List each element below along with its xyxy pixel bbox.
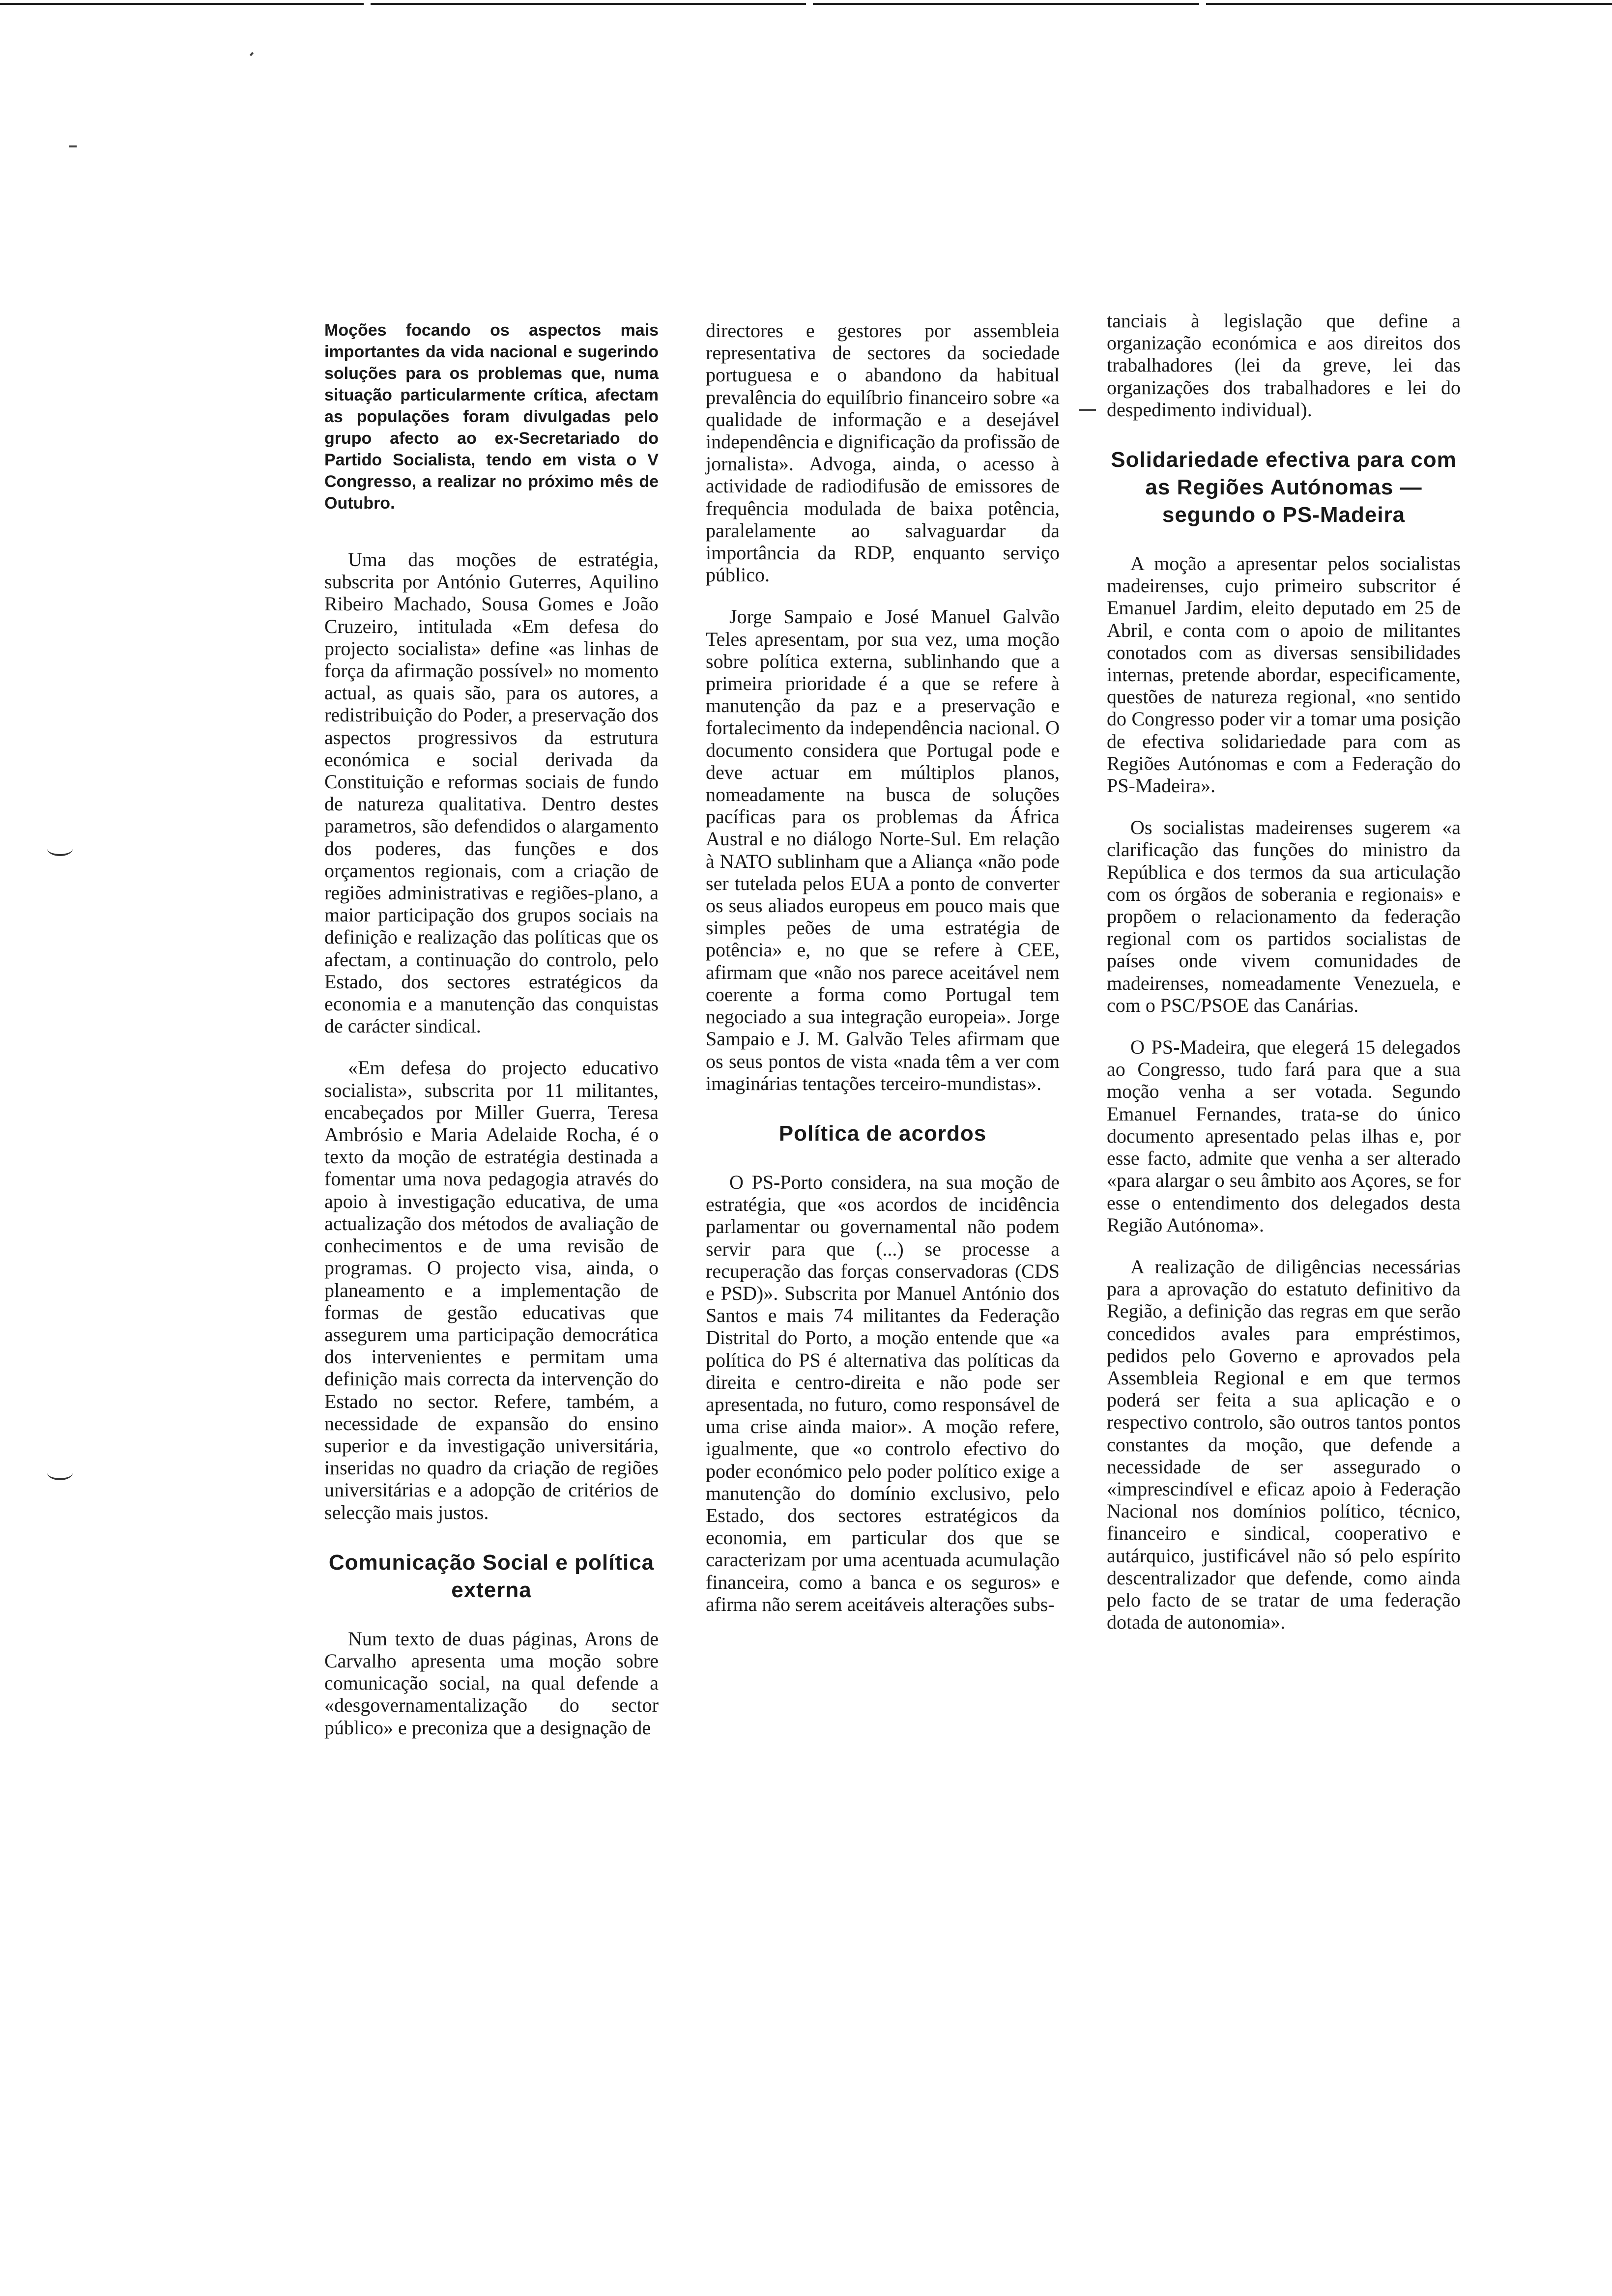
section-heading-comunicacao: Comunicação Social e política externa [328,1550,655,1602]
column-marker-dash [1079,409,1096,411]
top-rule-gap [1199,2,1206,6]
article-paragraph: «Em defesa do projecto educativo socialista», subscrita por 11 militantes, encabeçados por Miller Guerra, Teresa Ambrósio e Maria Adelaide Rocha, é o texto da moção de estratégia destinada a fomentar uma nova pedagogia através do apoio à investigação educativa, de uma actualização dos métodos de avaliação de conhecimentos e de uma revisão de programas. O projecto visa, ainda, o planeamento e a implementação de formas de gestão educativas que assegurem uma participação democrática dos intervenientes e permitam uma definição mais correcta da intervenção do Estado no sector. Refere, também, a necessidade de expansão do ensino superior e da investigação universitária, inseridas no quadro da criação de regiões universitárias e a adopção de critérios de selecção mais justos. [324,1057,659,1523]
article-column-2 [706,319,1060,1635]
top-rule-gap [806,2,813,6]
article-column-3 [1107,310,1461,1653]
section-heading-acordos: Política de acordos [778,1121,987,1146]
article-paragraph: Num texto de duas páginas, Arons de Carvalho apresenta uma moção sobre comunicação social, na qual defende a «desgovernamentalização do sector público» e preconiza que a designação de [324,1627,659,1739]
section-heading-madeira: Solidariedade efectiva para com as Regiões Autónomas — segundo o PS-Madeira [1111,448,1457,527]
article-paragraph: Uma das moções de estratégia, subscrita por António Guterres, Aquilino Ribeiro Machado, Sousa Gomes e João Cruzeiro, intitulada «Em defesa do projecto socialista» define «as linhas de força da afirmação possível» no momento actual, as quais são, para os autores, a redistribuição do Poder, a preservação dos aspectos progressivos da estrutura económica e social derivada da Constituição e reformas sociais de fundo de natureza qualitativa. Dentro destes parametros, são defendidos o alargamento dos poderes, das funções e dos orçamentos regionais, com a criação de regiões administrativas e regiões-plano, a maior participação dos grupos sociais na definição e realização das políticas que os afectam, a continuação do controlo, pelo Estado, dos sectores estratégicos da economia e a manutenção das conquistas de carácter sindical. [324,548,659,1037]
article-paragraph: Jorge Sampaio e José Manuel Galvão Teles apresentam, por sua vez, uma moção sobre política externa, sublinhando que a primeira prioridade é a que se refere à manutenção da paz e a preservação e fortalecimento da independência nacional. O documento considera que Portugal pode e deve actuar em múltiplos planos, nomeadamente na busca de soluções pacíficas para os problemas da África Austral e no diálogo Norte-Sul. Em relação à NATO sublinham que a Aliança «não pode ser tutelada pelos EUA a ponto de converter os seus aliados europeus em pouco mais que simples peões de uma estratégia de potência» e, no que se refere à CEE, afirmam que «não nos parece aceitável nem coerente a forma como Portugal tem negociado a sua integração europeia». Jorge Sampaio e J. M. Galvão Teles afirmam que os seus pontos de vista «nada têm a ver com imaginárias tentações terceiro-mundistas». [706,605,1060,1094]
scan-mark [69,145,77,147]
article-lead: Moções focando os aspectos mais importantes da vida nacional e sugerindo soluções para os problemas que, numa situação particularmente crítica, afectam as populações foram divulgadas pelo grupo afecto ao ex-Secretariado do Partido Socialista, tendo em vista o V Congresso, a realizar no próximo mês de Outubro. [324,321,659,513]
scan-curve-mark [47,841,73,856]
article-paragraph: tanciais à legislação que define a organização económica e aos direitos dos trabalhadores (lei da greve, lei das organizações dos trabalhadores e lei do despedimento individual). [1107,310,1461,421]
top-rule-gap [364,2,371,6]
article-paragraph: A moção a apresentar pelos socialistas madeirenses, cujo primeiro subscritor é Emanuel Jardim, eleito deputado em 25 de Abril, e conta com o apoio de militantes conotados com as diversas sensibilidades internas, pretende abordar, especificamente, questões de natureza regional, «no sentido do Congresso poder vir a tomar uma posição de efectiva solidariedade para com as Regiões Autónomas e com a Federação do PS-Madeira». [1107,552,1461,797]
article-paragraph: A realização de diligências necessárias para a aprovação do estatuto definitivo da Região, a definição das regras em que serão concedidos avales para empréstimos, pedidos pelo Governo e aprovados pela Assembleia Regional e em que termos poderá ser feita a sua aplicação e o respectivo controlo, são outros tantos pontos constantes da moção, que defende a necessidade de ser assegurado o «imprescindível e eficaz apoio à Federação Nacional nos domínios político, técnico, financeiro e sindical, cooperativo e autárquico, justificável não só pelo espírito descentralizador que defende, como ainda pelo facto de se tratar de uma federação dotada de autonomia». [1107,1255,1461,1634]
article-paragraph: Os socialistas madeirenses sugerem «a clarificação das funções do ministro da República e dos termos da sua articulação com os órgãos de soberania e regionais» e propõem o relacionamento da federação regional com os partidos socialistas de países onde vivem comunidades de madeirenses, nomeadamente Venezuela, e com o PSC/PSOE das Canárias. [1107,816,1461,1016]
article-paragraph: directores e gestores por assembleia representativa de sectores da sociedade portuguesa e o abandono da habitual prevalência do equilíbrio financeiro sobre «a qualidade de informação e a desejável independência e dignificação da profissão de jornalista». Advoga, ainda, o acesso à actividade de radiodifusão de emissores de frequência modulada de baixa potência, paralelamente ao salvaguardar da importância da RDP, enquanto serviço público. [706,319,1060,586]
article-paragraph: O PS-Madeira, que elegerá 15 delegados ao Congresso, tudo fará para que a sua moção venha a ser votada. Segundo Emanuel Fernandes, trata-se do único documento apresentado pelas ilhas e, por esse facto, admite que venha a ser alterado «para alargar o seu âmbito aos Açores, se for esse o entendimento dos delegados desta Região Autónoma». [1107,1036,1461,1236]
article-column-1 [324,319,659,1758]
scan-mark [250,52,254,57]
article-paragraph: O PS-Porto considera, na sua moção de estratégia, que «os acordos de incidência parlamentar ou governamental não podem servir para que (...) se processe a recuperação das forças conservadoras (CDS e PSD)». Subscrita por Manuel António dos Santos e mais 74 militantes da Federação Distrital do Porto, a moção entende que «a política do PS é alternativa das políticas da direita e centro-direita e não pode ser apresentada, no futuro, como responsável de uma crise ainda maior». A moção refere, igualmente, que «o controlo efectivo do poder económico pelo poder político exige a manutenção do domínio exclusivo, pelo Estado, dos sectores estratégicos da economia, em particular dos que se caracterizam por uma acentuada acumulação financeira, como a banca e os seguros» e afirma não serem aceitáveis alterações subs- [706,1171,1060,1615]
scan-curve-mark [47,1465,73,1480]
